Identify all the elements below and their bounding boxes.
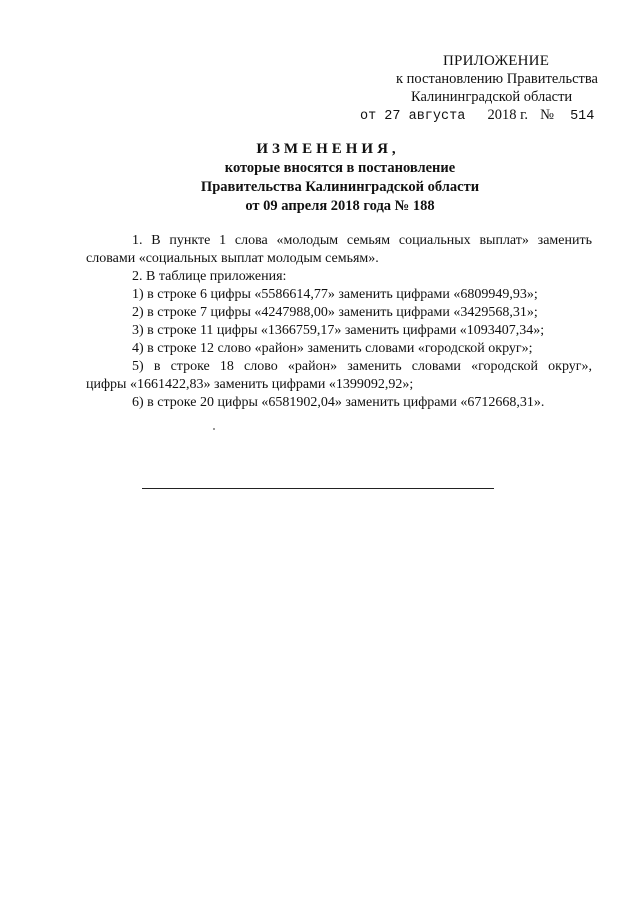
heading-title: ИЗМЕНЕНИЯ, [256,141,400,157]
appendix-line-1: к постановлению Правительства [396,71,598,87]
appendix-title: ПРИЛОЖЕНИЕ [443,53,550,69]
heading-line-3: от 09 апреля 2018 года № 188 [245,198,435,214]
appendix-number-label: № [540,107,554,123]
subitem-5-line-2: цифры «1661422,83» заменить цифрами «1399092,92»; [86,377,414,392]
subitem-6: 6) в строке 20 цифры «6581902,04» заменить цифрами «6712668,31». [132,395,545,410]
appendix-block [360,52,610,126]
appendix-date-prefix: от 27 августа [360,109,466,124]
subitem-4: 4) в строке 12 слово «район» заменить словами «городской округ»; [132,341,533,356]
subitem-5-line-1: 5) в строке 18 слово «район» заменить словами «городской округ», [132,359,592,374]
item-1-line-1: 1. В пункте 1 слова «молодым семьям социальных выплат» заменить [132,233,592,248]
document-body [86,232,592,412]
document-heading [0,140,640,216]
appendix-number: 514 [570,109,595,124]
scan-speck [213,428,215,430]
item-2: 2. В таблице приложения: [132,269,287,284]
heading-line-2: Правительства Калининградской области [200,179,480,195]
subitem-1: 1) в строке 6 цифры «5586614,77» заменить цифрами «6809949,93»; [132,287,538,302]
item-1-line-2: словами «социальных выплат молодым семьям». [86,251,379,266]
appendix-line-2: Калининградской области [411,89,573,105]
appendix-date-year: 2018 г. [487,107,528,123]
end-rule [142,488,494,489]
appendix-date-line [360,106,610,126]
subitem-3: 3) в строке 11 цифры «1366759,17» заменить цифрами «1093407,34»; [132,323,545,338]
heading-line-1: которые вносятся в постановление [224,160,456,176]
subitem-2: 2) в строке 7 цифры «4247988,00» заменить цифрами «3429568,31»; [132,305,538,320]
